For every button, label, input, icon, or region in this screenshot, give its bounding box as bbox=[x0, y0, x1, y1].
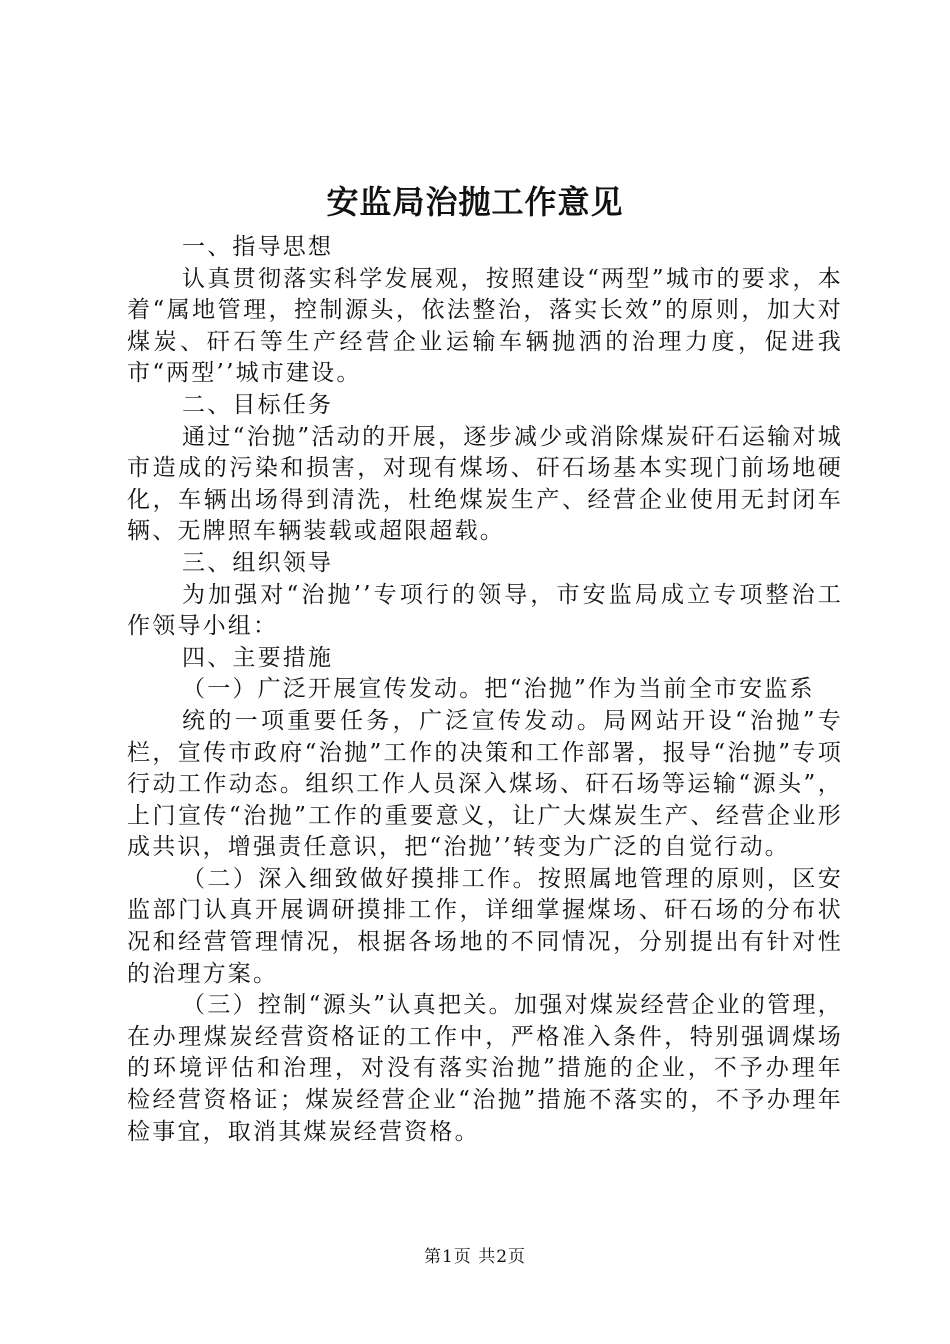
section-heading-objectives: 二、目标任务 bbox=[182, 391, 334, 418]
section-heading-organization: 三、组织领导 bbox=[182, 549, 334, 576]
section-heading-guiding-ideology: 一、指导思想 bbox=[182, 234, 334, 260]
document-body bbox=[127, 232, 843, 1148]
paragraph-measure-1-cont: 统的一项重要任务，广泛宣传发动。局网站开设“治抛”专栏，宣传市政府“治抛”工作的决策和工作部署，报导“治抛”专项行动工作动态。组织工作人员深入煤场、矸石场等运输“源头”，上门宣传“治抛”工作的重要意义，让广大煤炭生产、经营企业形成共识，增强责任意识，把“治抛’’转变为广泛的自觉行动。 bbox=[127, 707, 843, 861]
paragraph-organization: 为加强对“治抛’’专项行的领导，市安监局成立专项整治工作领导小组： bbox=[127, 581, 843, 640]
paragraph-measure-3: （三）控制“源头”认真把关。加强对煤炭经营企业的管理，在办理煤炭经营资格证的工作中，严格准入条件，特别强调煤场的环境评估和治理，对没有落实治抛”措施的企业，不予办理年检经营资格证；煤炭经营企业“治抛”措施不落实的，不予办理年检事宜，取消其煤炭经营资格。 bbox=[127, 992, 843, 1145]
paragraph-objectives: 通过“治抛”活动的开展，逐步减少或消除煤炭矸石运输对城市造成的污染和损害，对现有煤场、矸石场基本实现门前场地硬化，车辆出场得到清洗，杜绝煤炭生产、经营企业使用无封闭车辆、无牌照车辆装载或超限超载。 bbox=[127, 423, 843, 545]
paragraph-guiding-ideology: 认真贯彻落实科学发展观，按照建设“两型”城市的要求，本着“属地管理，控制源头，依法整治，落实长效”的原则，加大对煤炭、矸石等生产经营企业运输车辆抛洒的治理力度，促进我市“两型’’城市建设。 bbox=[127, 265, 843, 387]
document-title: 安监局治抛工作意见 bbox=[326, 183, 624, 221]
paragraph-measure-2: （二）深入细致做好摸排工作。按照属地管理的原则，区安监部门认真开展调研摸排工作，详细掌握煤场、矸石场的分布状况和经营管理情况，根据各场地的不同情况，分别提出有针对性的治理方案。 bbox=[127, 865, 843, 987]
section-heading-main-measures: 四、主要措施 bbox=[182, 644, 334, 671]
page-number-footer: 第1页 共2页 bbox=[423, 1247, 527, 1267]
paragraph-measure-1-start: （一）广泛开展宣传发动。把“治抛”作为当前全市安监系 bbox=[182, 676, 815, 703]
